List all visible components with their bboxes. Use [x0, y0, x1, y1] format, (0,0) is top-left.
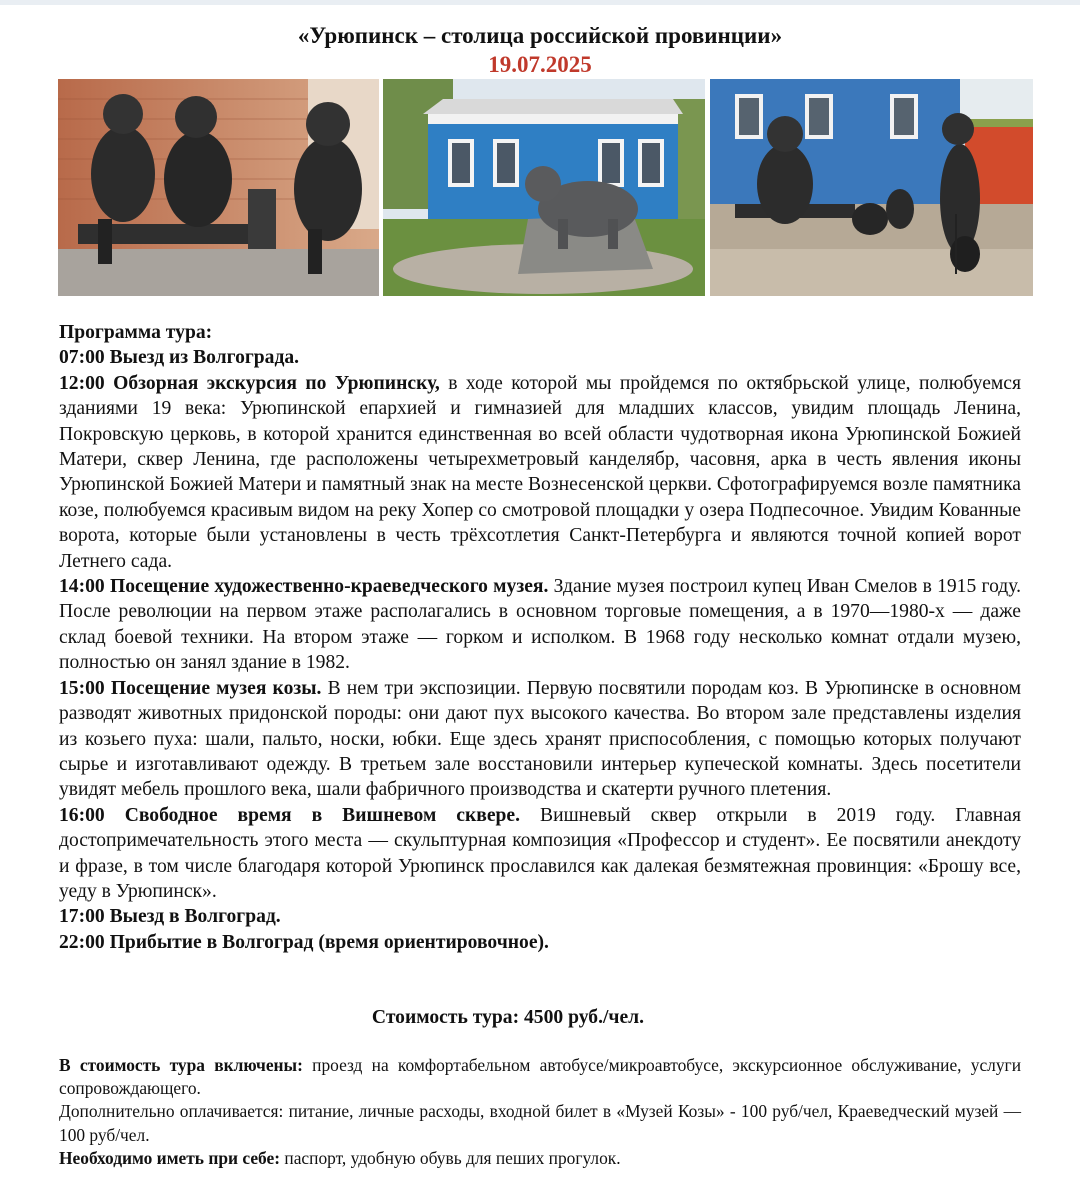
- included-services: [59, 1054, 1021, 1100]
- item-title: 16:00 Свободное время в Вишневом сквере.: [59, 804, 521, 826]
- item-text: В нем три экспозиции. Первую посвятили породам коз. В Урюпинске в основном разводят животных придонской породы: они дают пух высокого качества. Во втором зале представлены изделия из козьего пуха: шали, пальто, носки, юбки. Еще здесь хранят приспособления, с помощью которых получают сырье и изготавливают одежду. В третьем зале восстановили интерьер купеческой комнаты. Здесь посетители увидят мебель прошлого века, шали фабричного производства и скатерти ручного плетения.: [59, 677, 1021, 801]
- tour-price: Стоимость тура: 4500 руб./чел.: [371, 1007, 645, 1028]
- bring-label: Необходимо иметь при себе:: [59, 1147, 281, 1168]
- extra-payments: Дополнительно оплачивается: питание, личные расходы, входной билет в «Музей Козы» - 100 руб/чел, Краеведческий музей — 100 руб/чел.: [59, 1101, 1021, 1145]
- goat-monument-blue-house-photo: [383, 79, 705, 296]
- program-item-1600: [59, 803, 1021, 905]
- sculpture-women-knitting-photo: [58, 79, 379, 296]
- page-title: «Урюпинск – столица российской провинции»: [297, 23, 783, 48]
- item-title: 14:00 Посещение художественно-краеведческого музея.: [59, 576, 549, 598]
- item-text: Вишневый сквер открыли в 2019 году. Главная достопримечательность этого места — скульптурная композиция «Профессор и студент». Ее посвятили анекдоту и фразе, в том числе благодаря которой Урюпинск прославился как далекая безмятежная провинция: «Брошу все, уеду в Урюпинск».: [59, 804, 1021, 902]
- included-label: В стоимость тура включены:: [59, 1055, 303, 1075]
- program-item-0700: [59, 345, 1021, 370]
- tour-date: 19.07.2025: [488, 52, 592, 77]
- item-title: 17:00 Выезд в Волгоград.: [59, 906, 281, 928]
- top-edge-bar: [0, 0, 1080, 5]
- program-item-2200: [59, 930, 1021, 955]
- program-heading: Программа тура:: [59, 322, 213, 343]
- item-text: Здание музея построил купец Иван Смелов в 1915 году. После революции на первом этаже располагались в основном торговые помещения, а в 1970—1980-х — даже склад боевой техники. На втором этаже — горком и исполком. В 1968 году несколько комнат отдали музею, полностью он занял здание в 1982.: [59, 576, 1021, 674]
- professor-and-student-sculpture-photo: [710, 79, 1033, 296]
- program-item-1200: [59, 371, 1021, 574]
- item-title: 22:00 Прибытие в Волгоград (время ориентировочное).: [59, 931, 549, 953]
- item-title: 12:00 Обзорная экскурсия по Урюпинску,: [59, 372, 440, 394]
- program-item-1400: [59, 574, 1021, 676]
- item-text: в ходе которой мы пройдемся по октябрьской улице, полюбуемся зданиями 19 века: Урюпинской епархией и гимназией для младших классов, увидим площадь Ленина, Покровскую церковь, в которой хранится единственная во всей области чудотворная икона Урюпинской Божией Матери, сквер Ленина, где расположены четырехметровый канделябр, часовня, арка в честь явления иконы Урюпинской Божией Матери и памятный знак на месте Вознесенской церкви. Сфотографируемся возле памятника козе, полюбуемся красивым видом на реку Хопер со смотровой площадки у озера Подпесочное. Увидим Кованные ворота, которые были установлены в честь трёхсотлетия Санкт-Петербурга и являются точной копией ворот Летнего сада.: [59, 372, 1021, 572]
- item-title: 15:00 Посещение музея козы.: [59, 677, 322, 699]
- included-text: проезд на комфортабельном автобусе/микроавтобусе, экскурсионное обслуживание, услуги сопровождающего.: [59, 1055, 1021, 1099]
- program-item-1500: [59, 676, 1021, 803]
- bring-with-you: [59, 1147, 1021, 1170]
- bring-text: паспорт, удобную обувь для пеших прогулок.: [280, 1147, 621, 1168]
- program-item-1700: [59, 904, 1021, 929]
- tour-program: [59, 320, 1021, 955]
- item-title: 07:00 Выезд из Волгограда.: [59, 347, 300, 369]
- tour-conditions: [59, 1054, 1021, 1170]
